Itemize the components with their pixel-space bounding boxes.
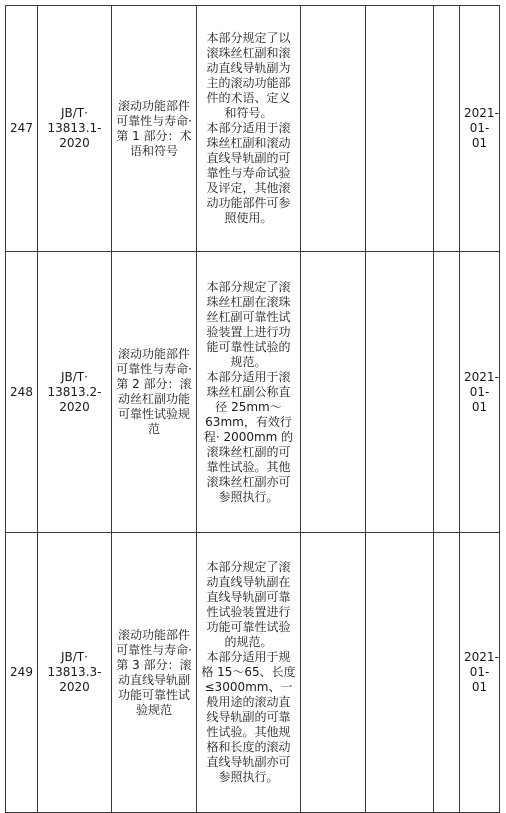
effective-date: 2021-01-01 (460, 6, 500, 252)
description-paragraph: 本部分适用于滚珠丝杠副和滚动直线导轨副的可靠性与寿命试验及评定，其他滚动功能部件可参照使用。 (206, 121, 291, 225)
table-row (6, 6, 500, 252)
empty-cell (366, 533, 434, 813)
description-paragraph: 本部分规定了滚珠丝杠副在滚珠丝杠副可靠性试验装置上进行功能可靠性试验的规范。 (206, 279, 291, 369)
empty-cell (366, 252, 434, 533)
empty-cell (301, 533, 366, 813)
standard-code: JB/T· 13813.3-2020 (38, 533, 112, 813)
description-paragraph: 本部分规定了以滚珠丝杠副和滚动直线导轨副为主的滚动功能部件的术语、定义和符号。 (206, 31, 291, 120)
effective-date: 2021-01-01 (460, 252, 500, 533)
description-paragraph: 本部分适用于滚珠丝杠副公称直径 25mm～63mm，有效行程· 2000mm 的滚珠丝杠副的可靠性试验。其他滚珠丝杠副亦可参照执行。 (203, 369, 294, 504)
standard-name: 滚动功能部件可靠性与寿命· 第 1 部分：术语和符号 (112, 6, 197, 252)
standard-name: 滚动功能部件可靠性与寿命· 第 3 部分：滚动直线导轨副功能可靠性试验规范 (112, 533, 197, 813)
empty-cell (434, 252, 460, 533)
row-number: 247 (6, 6, 38, 252)
standard-description (197, 252, 301, 533)
description-paragraph: 本部分规定了滚动直线导轨副在直线导轨副可靠性试验装置进行功能可靠性试验的规范。 (206, 560, 291, 649)
row-number: 249 (6, 533, 38, 813)
empty-cell (434, 533, 460, 813)
table-row (6, 252, 500, 533)
standards-table (5, 5, 500, 813)
empty-cell (301, 252, 366, 533)
empty-cell (434, 6, 460, 252)
row-number: 248 (6, 252, 38, 533)
description-paragraph: 本部分适用于规格 15～65、长度≤3000mm、一般用途的滚动直线导轨副的可靠性试验。其他规格和长度的滚动直线导轨副亦可参照执行。 (201, 650, 296, 784)
effective-date: 2021-01-01 (460, 533, 500, 813)
empty-cell (366, 6, 434, 252)
standard-description (197, 533, 301, 813)
standard-code: JB/T· 13813.2-2020 (38, 252, 112, 533)
table-row (6, 533, 500, 813)
standard-description (197, 6, 301, 252)
standard-name: 滚动功能部件可靠性与寿命· 第 2 部分：滚动丝杠副功能可靠性试验规范 (112, 252, 197, 533)
empty-cell (301, 6, 366, 252)
standard-code: JB/T· 13813.1-2020 (38, 6, 112, 252)
